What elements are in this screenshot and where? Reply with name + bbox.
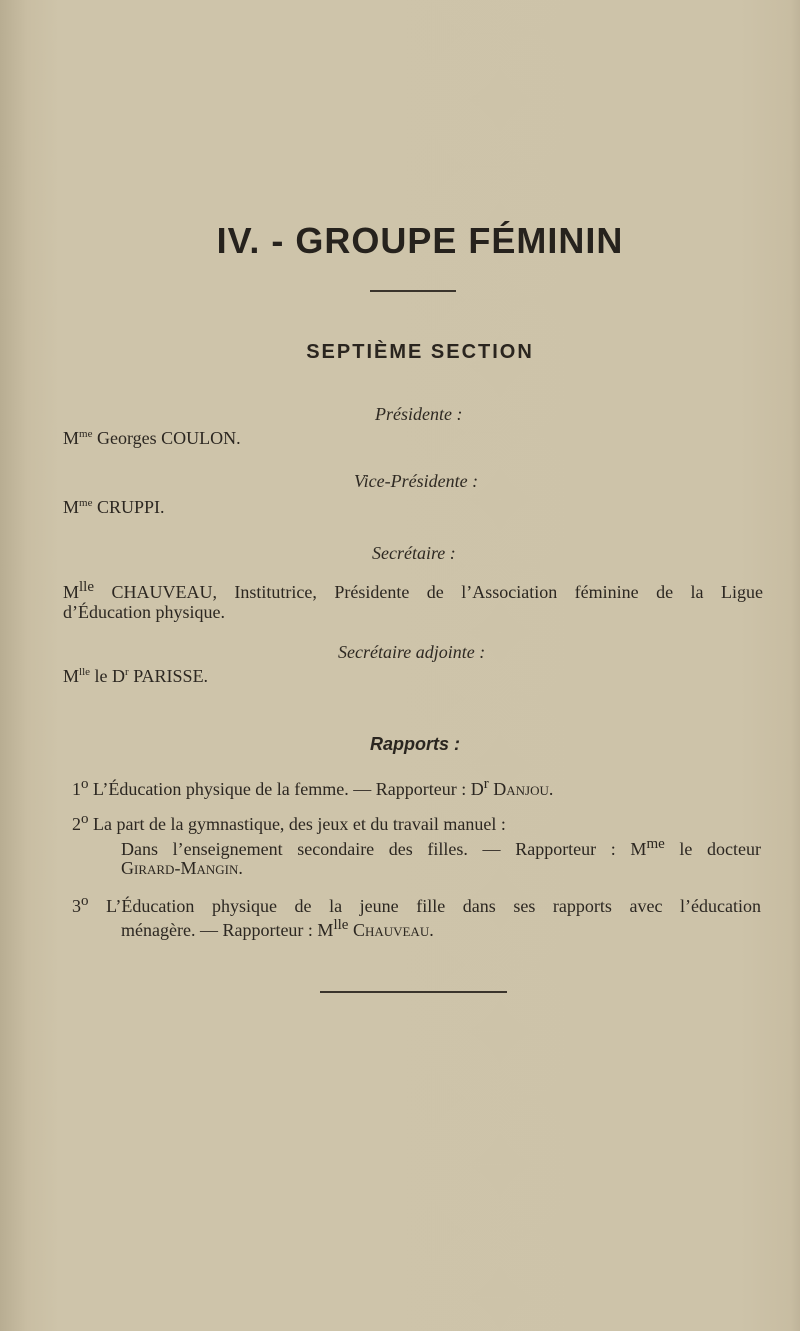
secretaire-line-2: d’Éducation physique. — [63, 602, 225, 622]
vice-presidente-role: Vice-Présidente : — [354, 471, 479, 491]
secretaire-line-1: $M^{lle}$ CHAUVEAU, Institutrice, Présidente de l’Association féminine de la Ligue — [63, 579, 763, 602]
rapport-item-3-line-2: ménagère. — Rapporteur : $M^{lle}$ Chauveau. — [121, 917, 434, 940]
closing-divider — [320, 991, 507, 993]
title-divider — [370, 290, 456, 292]
rapport-item-1: 1$^o$ L’Éducation physique de la femme. — Rapporteur : $D^r$ Danjou. — [72, 776, 554, 799]
section-heading: SEPTIÈME SECTION — [306, 341, 534, 363]
rapport-item-2-line-2: Dans l’enseignement secondaire des filles. — Rapporteur : $M^{me}$ le docteur — [121, 836, 761, 859]
secretaire-role: Secrétaire : — [372, 543, 456, 563]
rapport-item-2-author: Girard-Mangin. — [121, 858, 243, 878]
presidente-role: Présidente : — [375, 404, 463, 424]
rapport-item-2-line-1: 2$^o$ La part de la gymnastique, des jeux et du travail manuel : — [72, 811, 506, 834]
secretaire-adjointe-name: $M^{lle}$ le $D^r$ PARISSE. — [63, 666, 209, 686]
vice-presidente-name: $M^{me}$ CRUPPI. — [63, 497, 165, 517]
page-title: IV. - GROUPE FÉMININ — [216, 220, 624, 261]
rapport-item-3-line-1: 3$^o$ L’Éducation physique de la jeune fille dans ses rapports avec l’éducation — [72, 893, 761, 916]
presidente-name: $M^{me}$ Georges COULON. — [63, 428, 241, 448]
rapports-heading: Rapports : — [370, 734, 460, 754]
secretaire-adjointe-role: Secrétaire adjointe : — [338, 642, 486, 662]
